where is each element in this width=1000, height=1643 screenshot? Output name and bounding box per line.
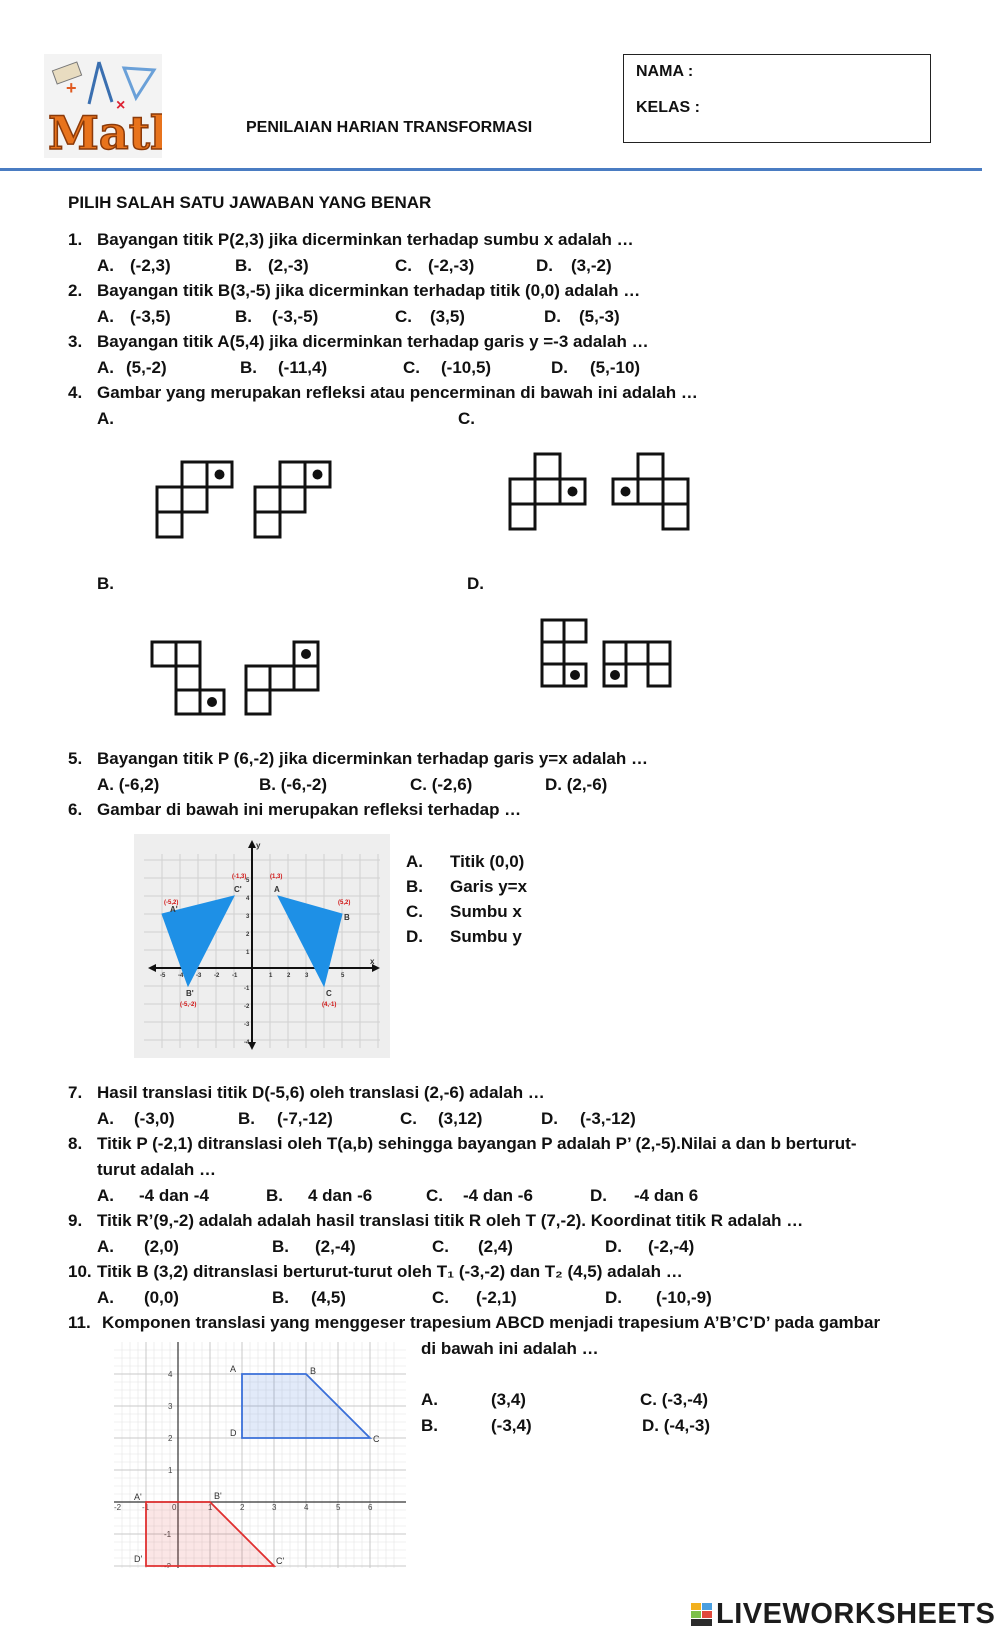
svg-text:1: 1	[246, 950, 250, 956]
option-a-letter[interactable]: A.	[97, 256, 114, 275]
svg-text:4: 4	[304, 1503, 309, 1512]
option-b[interactable]: (2,-4)	[315, 1237, 356, 1256]
question-text: Komponen translasi yang menggeser trapesium ABCD menjadi trapesium A’B’C’D’ pada gambar	[102, 1313, 881, 1332]
option-a-letter[interactable]: A.	[97, 409, 114, 428]
option-b[interactable]: (-7,-12)	[277, 1109, 333, 1128]
option-a[interactable]: (5,-2)	[126, 358, 167, 377]
svg-text:B': B'	[214, 1491, 222, 1501]
option-c[interactable]: (3,12)	[438, 1109, 483, 1128]
svg-text:x: x	[370, 957, 375, 966]
question-text: Gambar di bawah ini merupakan refleksi terhadap …	[97, 800, 522, 819]
option-d-letter[interactable]: D.	[590, 1186, 607, 1205]
option-d-letter[interactable]: D.	[605, 1288, 622, 1307]
question-number: 2.	[68, 281, 83, 300]
question-number: 8.	[68, 1134, 83, 1153]
svg-text:C: C	[326, 989, 332, 998]
option-a-letter[interactable]: A.	[421, 1390, 438, 1409]
option-c[interactable]: C. (-3,-4)	[640, 1390, 708, 1409]
question-text: Bayangan titik B(3,-5) jika dicerminkan terhadap titik (0,0) adalah …	[97, 281, 641, 300]
svg-text:-1: -1	[244, 986, 250, 992]
svg-text:2: 2	[246, 932, 250, 938]
option-a[interactable]: (0,0)	[144, 1288, 179, 1307]
svg-text:y: y	[256, 841, 261, 850]
svg-text:(5,2): (5,2)	[338, 900, 351, 906]
svg-text:C': C'	[276, 1556, 285, 1566]
svg-text:(-1,3): (-1,3)	[232, 874, 247, 880]
option-d[interactable]: (5,-3)	[579, 307, 620, 326]
option-c[interactable]: (-2,-3)	[428, 256, 475, 275]
question-text: Bayangan titik A(5,4) jika dicerminkan terhadap garis y =-3 adalah …	[97, 332, 649, 351]
option-b-letter[interactable]: B.	[421, 1416, 438, 1435]
option-b-letter[interactable]: B.	[266, 1186, 283, 1205]
svg-text:D': D'	[134, 1554, 143, 1564]
svg-text:6: 6	[368, 1503, 373, 1512]
svg-text:-1: -1	[232, 973, 238, 979]
question-text: Bayangan titik P (6,-2) jika dicerminkan terhadap garis y=x adalah …	[97, 749, 648, 768]
option-b[interactable]: B. (-6,-2)	[259, 775, 327, 794]
option-b[interactable]: 4 dan -6	[308, 1186, 373, 1205]
question-text-cont: di bawah ini adalah …	[421, 1339, 599, 1358]
question-number: 3.	[68, 332, 83, 351]
option-c[interactable]: -4 dan -6	[463, 1186, 533, 1205]
option-a[interactable]: -4 dan -4	[139, 1186, 209, 1205]
option-b-figure[interactable]	[150, 640, 320, 725]
option-b[interactable]: (-11,4)	[278, 358, 328, 377]
question-number: 5.	[68, 749, 83, 768]
svg-text:-2: -2	[164, 1562, 172, 1568]
option-c-letter[interactable]: C.	[403, 358, 420, 377]
svg-text:A': A'	[134, 1492, 142, 1502]
option-d-letter[interactable]: D.	[551, 358, 568, 377]
svg-text:-5: -5	[160, 973, 166, 979]
question-text: Titik P (-2,1) ditranslasi oleh T(a,b) sehingga bayangan P adalah P’ (2,-5).Nilai a dan b berturut-	[97, 1134, 857, 1153]
option-a[interactable]: (2,0)	[144, 1237, 179, 1256]
option-d-letter[interactable]: D.	[605, 1237, 622, 1256]
svg-text:3: 3	[305, 973, 309, 979]
svg-text:5: 5	[336, 1503, 341, 1512]
svg-text:1: 1	[208, 1503, 213, 1512]
option-c-letter[interactable]: C.	[432, 1237, 449, 1256]
option-b-letter[interactable]: B.	[272, 1288, 289, 1307]
svg-text:D: D	[230, 1428, 237, 1438]
svg-text:+: +	[66, 78, 77, 98]
option-d-letter[interactable]: D.	[467, 574, 484, 593]
svg-text:-2: -2	[214, 973, 220, 979]
option-d-letter[interactable]: D.	[536, 256, 553, 275]
option-a-letter[interactable]: A.	[97, 1288, 114, 1307]
option-d[interactable]: (5,-10)	[590, 358, 641, 377]
name-class-box	[623, 54, 931, 143]
question-number: 4.	[68, 383, 83, 402]
question-number: 10.	[68, 1262, 92, 1281]
translation-graph	[114, 1342, 406, 1568]
question-number: 11.	[68, 1313, 91, 1332]
option-a-letter[interactable]: A.	[97, 1186, 114, 1205]
option-c-letter[interactable]: C.	[432, 1288, 449, 1307]
option-a-letter[interactable]: A.	[97, 307, 114, 326]
option-d-letter[interactable]: D.	[541, 1109, 558, 1128]
svg-text:-3: -3	[244, 1022, 250, 1028]
class-label: KELAS :	[636, 99, 700, 116]
svg-text:3: 3	[168, 1402, 173, 1411]
svg-text:1: 1	[269, 973, 273, 979]
option-b[interactable]: (4,5)	[311, 1288, 346, 1307]
svg-text:5: 5	[341, 973, 345, 979]
svg-text:2: 2	[240, 1503, 245, 1512]
reflection-graph	[134, 834, 390, 1058]
svg-text:B: B	[344, 913, 350, 922]
svg-text:-1: -1	[164, 1530, 172, 1539]
svg-text:(4,-1): (4,-1)	[322, 1002, 337, 1008]
svg-text:3: 3	[246, 914, 250, 920]
option-a-letter[interactable]: A.	[406, 852, 423, 871]
option-c[interactable]: (2,4)	[478, 1237, 513, 1256]
option-d[interactable]: (3,-2)	[571, 256, 612, 275]
svg-text:1: 1	[168, 1466, 173, 1475]
option-d-figure[interactable]	[540, 618, 680, 698]
question-number: 7.	[68, 1083, 83, 1102]
question-text-cont: turut adalah …	[97, 1160, 217, 1179]
option-d[interactable]: D. (2,-6)	[545, 775, 608, 794]
option-b-letter[interactable]: B.	[240, 358, 257, 377]
svg-text:-4: -4	[244, 1040, 250, 1046]
option-b-letter[interactable]: B.	[235, 256, 252, 275]
name-label: NAMA :	[636, 63, 694, 80]
svg-text:(-5,-2): (-5,-2)	[180, 1002, 197, 1008]
svg-text:-2: -2	[114, 1503, 122, 1512]
svg-text:2: 2	[168, 1434, 173, 1443]
option-b-letter[interactable]: B.	[406, 877, 423, 896]
option-d-letter[interactable]: D.	[544, 307, 561, 326]
option-a[interactable]: (-3,5)	[130, 307, 171, 326]
svg-text:5: 5	[246, 878, 250, 884]
option-c-letter[interactable]: C.	[426, 1186, 443, 1205]
option-a-letter[interactable]: A.	[97, 1109, 114, 1128]
option-a[interactable]: (-3,0)	[134, 1109, 175, 1128]
svg-text:-3: -3	[196, 973, 202, 979]
question-number: 9.	[68, 1211, 83, 1230]
svg-text:2: 2	[287, 973, 291, 979]
svg-text:B': B'	[186, 989, 194, 998]
option-c-figure[interactable]	[508, 452, 698, 542]
header-divider	[0, 168, 982, 171]
option-d[interactable]: -4 dan 6	[634, 1186, 699, 1205]
option-d[interactable]: (-3,-12)	[580, 1109, 636, 1128]
option-c[interactable]: C. (-2,6)	[410, 775, 473, 794]
svg-text:(1,3): (1,3)	[270, 874, 283, 880]
math-logo	[44, 54, 162, 158]
option-b[interactable]: Garis y=x	[450, 877, 528, 896]
svg-text:A: A	[274, 885, 280, 894]
option-d[interactable]: Sumbu y	[450, 927, 522, 946]
option-b-letter[interactable]: B.	[97, 574, 114, 593]
option-b-letter[interactable]: B.	[235, 307, 252, 326]
option-a[interactable]: A. (-6,2)	[97, 775, 160, 794]
svg-text:B: B	[310, 1366, 317, 1376]
page-title: PENILAIAN HARIAN TRANSFORMASI	[246, 119, 533, 136]
question-text: Titik R’(9,-2) adalah adalah hasil translasi titik R oleh T (7,-2). Koordinat titik R adalah …	[97, 1211, 804, 1230]
option-c-letter[interactable]: C.	[395, 256, 412, 275]
question-number: 1.	[68, 230, 83, 249]
svg-text:C: C	[373, 1434, 380, 1444]
option-c-letter[interactable]: C.	[395, 307, 412, 326]
question-text: Titik B (3,2) ditranslasi berturut-turut oleh T₁ (-3,-2) dan T₂ (4,5) adalah …	[97, 1262, 683, 1281]
option-c-letter[interactable]: C.	[458, 409, 475, 428]
option-a-figure[interactable]	[155, 460, 340, 545]
option-a[interactable]: (-2,3)	[130, 256, 171, 275]
option-d-letter[interactable]: D.	[406, 927, 423, 946]
option-a-letter[interactable]: A.	[97, 358, 114, 377]
svg-text:4: 4	[246, 896, 250, 902]
question-text: Gambar yang merupakan refleksi atau pencerminan di bawah ini adalah …	[97, 383, 698, 402]
option-c[interactable]: Sumbu x	[450, 902, 522, 921]
option-a-letter[interactable]: A.	[97, 1237, 114, 1256]
option-d[interactable]: (-2,-4)	[648, 1237, 695, 1256]
option-b[interactable]: (2,-3)	[268, 256, 309, 275]
svg-text:-4: -4	[178, 973, 184, 979]
option-b-letter[interactable]: B.	[238, 1109, 255, 1128]
svg-text:3: 3	[272, 1503, 277, 1512]
svg-text:-2: -2	[244, 1004, 250, 1010]
svg-text:A': A'	[170, 905, 178, 914]
option-c[interactable]: (-2,1)	[476, 1288, 517, 1307]
svg-text:C': C'	[234, 885, 242, 894]
question-number: 6.	[68, 800, 83, 819]
option-a[interactable]: (3,4)	[491, 1390, 526, 1409]
option-b[interactable]: (-3,-5)	[272, 307, 319, 326]
svg-text:Math: Mat	[48, 106, 150, 158]
liveworksheets-icon	[691, 1603, 713, 1632]
svg-text:A: A	[230, 1364, 237, 1374]
svg-text:(-5,2): (-5,2)	[164, 900, 179, 906]
svg-text:0: 0	[172, 1503, 177, 1512]
question-text: Bayangan titik P(2,3) jika dicerminkan terhadap sumbu x adalah …	[97, 230, 634, 249]
svg-text:×: ×	[116, 97, 126, 114]
option-b[interactable]: (-3,4)	[491, 1416, 532, 1435]
instruction: PILIH SALAH SATU JAWABAN YANG BENAR	[68, 193, 432, 212]
footer-brand: LIVEWORKSHEETS	[716, 1598, 996, 1630]
option-d[interactable]: (-10,-9)	[656, 1288, 712, 1307]
option-a[interactable]: Titik (0,0)	[450, 852, 525, 871]
option-c[interactable]: (3,5)	[430, 307, 465, 326]
option-c-letter[interactable]: C.	[406, 902, 423, 921]
option-c[interactable]: (-10,5)	[441, 358, 492, 377]
svg-text:4: 4	[168, 1370, 173, 1379]
option-d[interactable]: D. (-4,-3)	[642, 1416, 710, 1435]
question-text: Hasil translasi titik D(-5,6) oleh translasi (2,-6) adalah …	[97, 1083, 545, 1102]
option-c-letter[interactable]: C.	[400, 1109, 417, 1128]
option-b-letter[interactable]: B.	[272, 1237, 289, 1256]
svg-text:-1: -1	[142, 1503, 150, 1512]
